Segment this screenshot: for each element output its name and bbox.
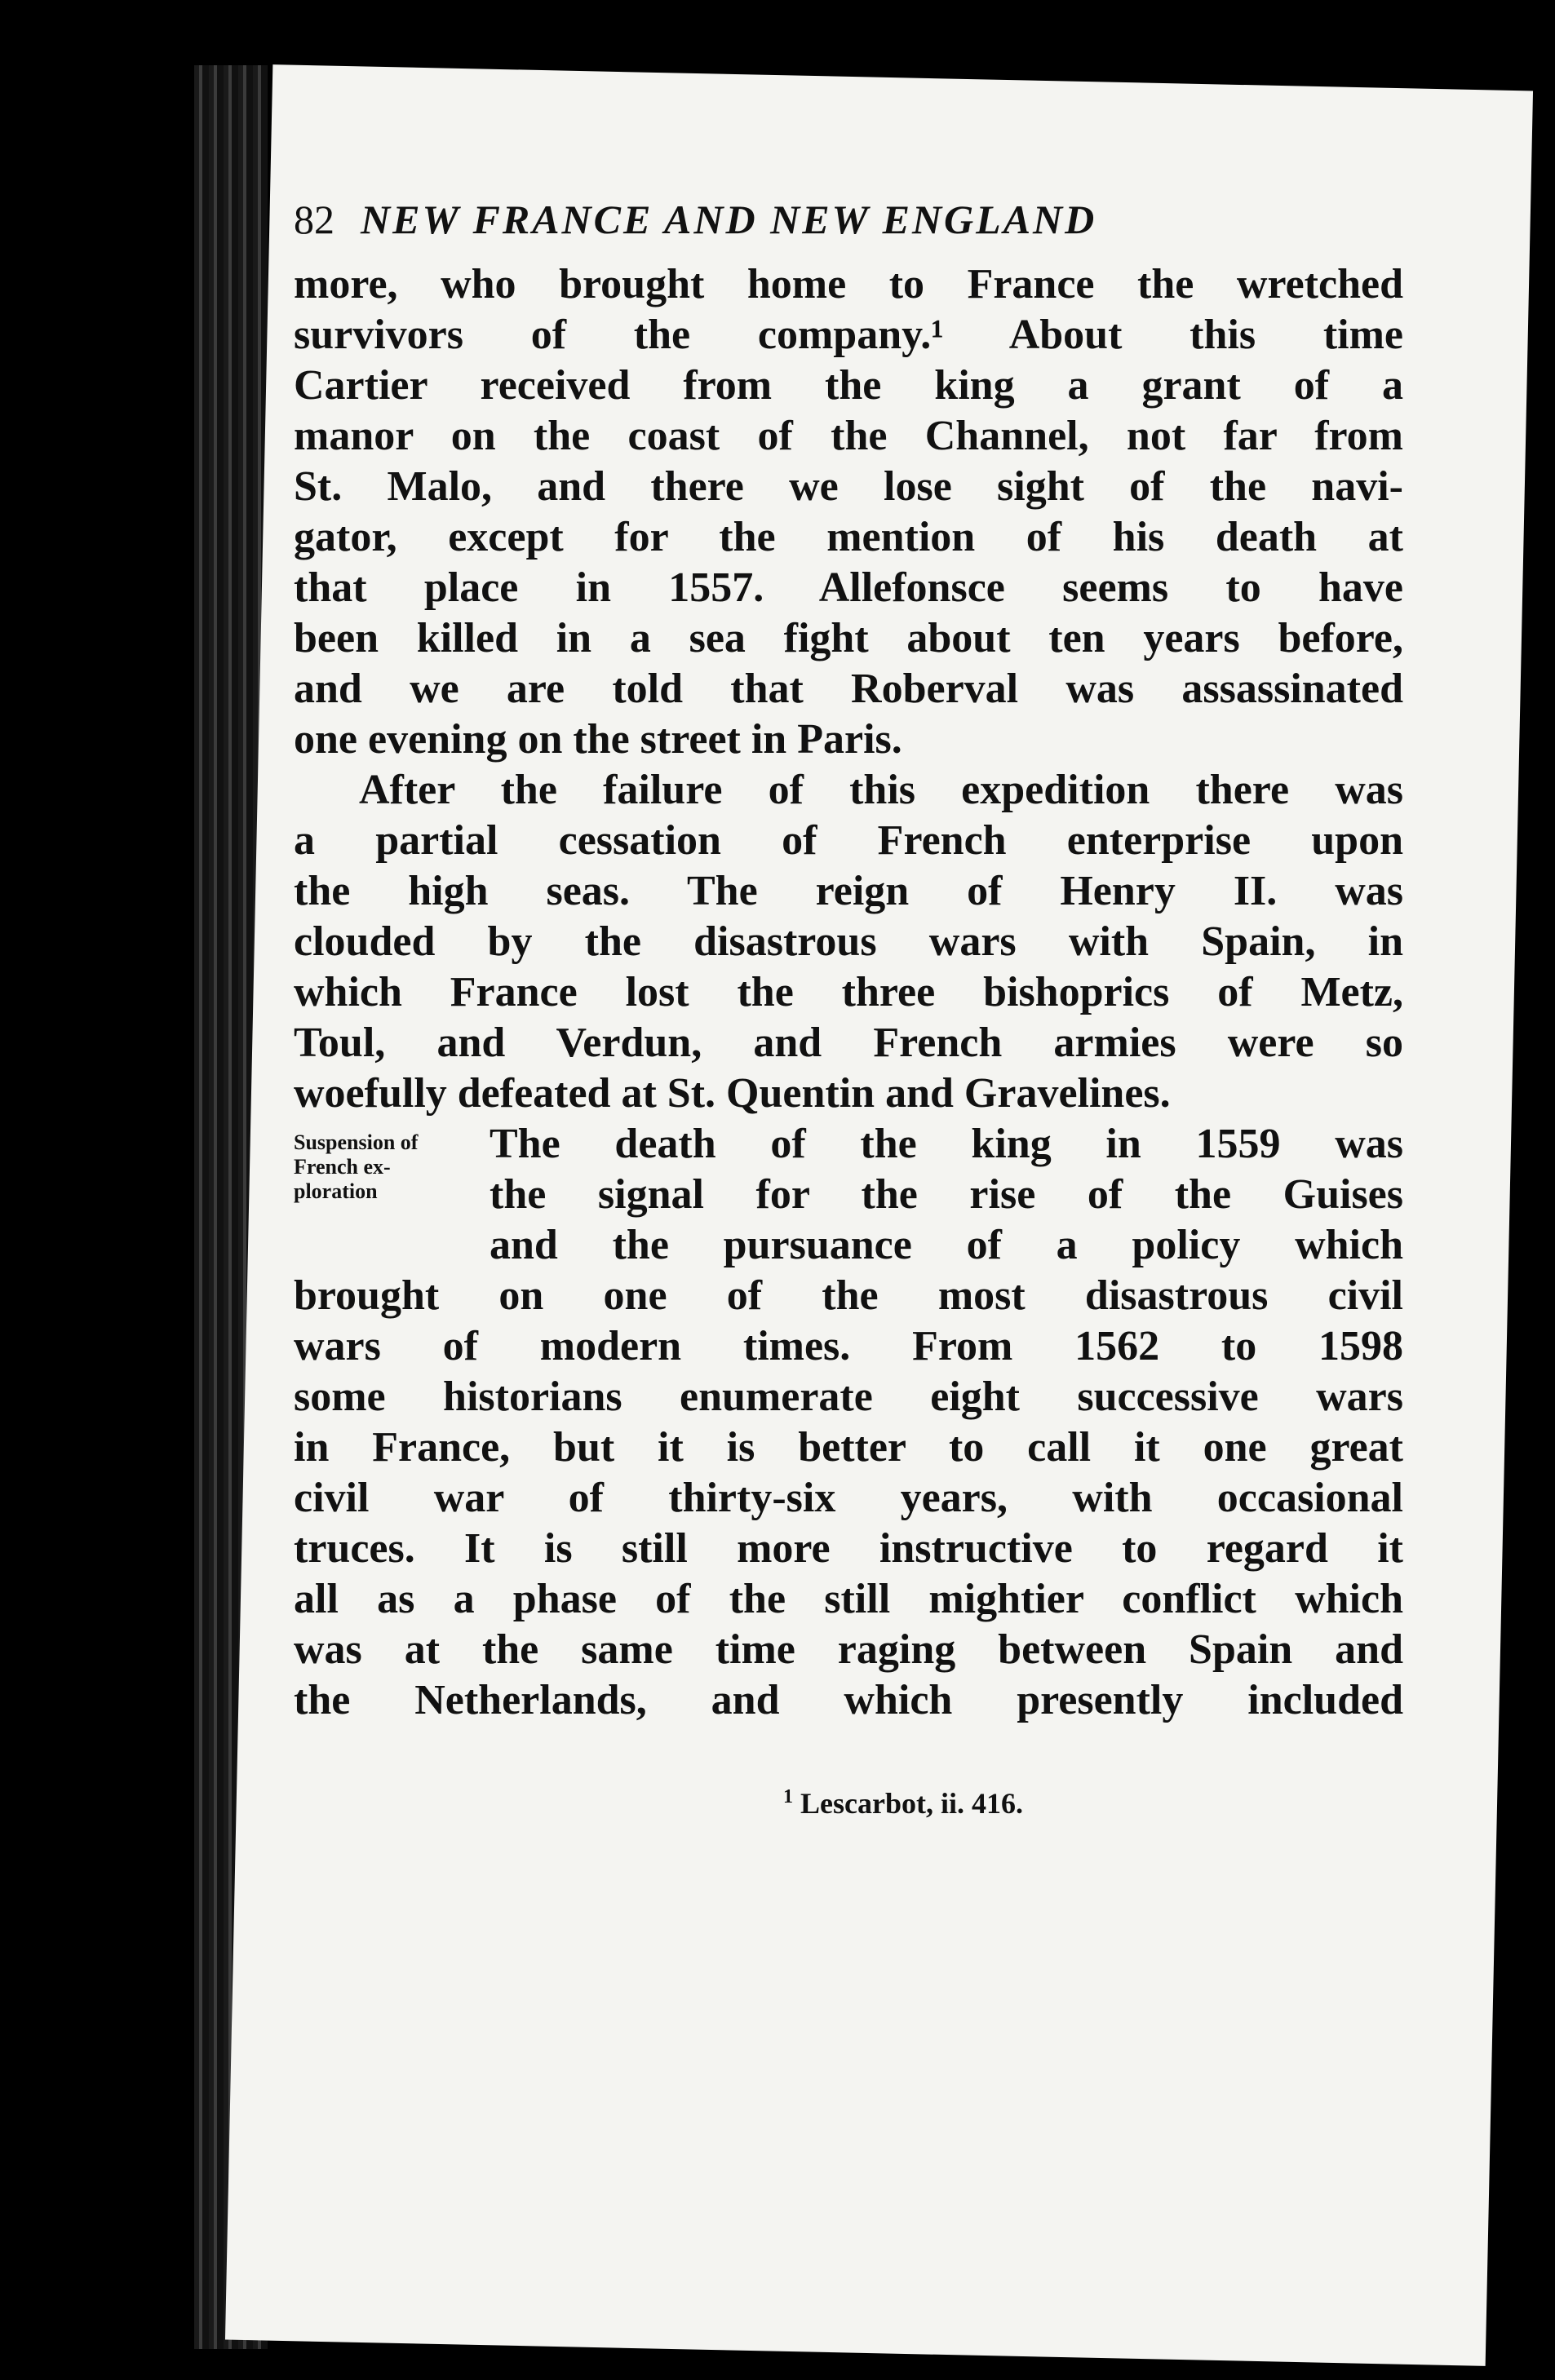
- text-line: some historians enumerate eight successive wars: [294, 1374, 1403, 1420]
- text-line: brought on one of the most disastrous civil: [294, 1272, 1403, 1319]
- sidenote: [294, 1130, 481, 1204]
- page-number: 82: [294, 197, 334, 242]
- text-line: one evening on the street in Paris.: [294, 716, 902, 763]
- text-line: that place in 1557. Allefonsce seems to have: [294, 564, 1403, 611]
- sidenote-block: [294, 1119, 1403, 1271]
- text-line: and we are told that Roberval was assassinated: [294, 666, 1403, 712]
- text-line: wars of modern times. From 1562 to 1598: [294, 1323, 1403, 1369]
- text-line: Cartier received from the king a grant of a: [294, 362, 1403, 409]
- text-line: manor on the coast of the Channel, not far from: [294, 413, 1403, 459]
- sidenote-line: French ex-: [294, 1155, 391, 1179]
- text-line: a partial cessation of French enterprise upon: [294, 817, 1403, 864]
- text-line: woefully defeated at St. Quentin and Gravelines.: [294, 1070, 1171, 1117]
- text-line: clouded by the disastrous wars with Spain, in: [294, 918, 1403, 965]
- page-header: [294, 196, 1371, 261]
- text-line: civil war of thirty-six years, with occasional: [294, 1475, 1403, 1521]
- sidenote-line: Suspension of: [294, 1130, 419, 1154]
- sidenote-line: ploration: [294, 1179, 378, 1203]
- text-line: and the pursuance of a policy which: [490, 1222, 1403, 1268]
- text-line: been killed in a sea fight about ten years before,: [294, 615, 1403, 661]
- text-line: the high seas. The reign of Henry II. was: [294, 868, 1403, 914]
- text-line: which France lost the three bishoprics of Metz,: [294, 969, 1403, 1015]
- footnote-marker: 1: [783, 1786, 793, 1807]
- text-line: was at the same time raging between Spain and: [294, 1626, 1403, 1673]
- text-line: all as a phase of the still mightier conflict which: [294, 1576, 1403, 1622]
- text-line: St. Malo, and there we lose sight of the navi-: [294, 463, 1403, 510]
- text-line: in France, but it is better to call it one great: [294, 1424, 1403, 1471]
- body-text: [294, 259, 1403, 1726]
- text-line: The death of the king in 1559 was: [490, 1121, 1403, 1167]
- footnote: [783, 1786, 1023, 1820]
- text-line: the signal for the rise of the Guises: [490, 1171, 1403, 1218]
- text-line: the Netherlands, and which presently included: [294, 1677, 1403, 1723]
- footnote-text: Lescarbot, ii. 416.: [800, 1787, 1023, 1820]
- text-line: After the failure of this expedition there was: [359, 767, 1403, 813]
- text-line: truces. It is still more instructive to regard it: [294, 1525, 1403, 1572]
- running-head: NEW FRANCE AND NEW ENGLAND: [361, 197, 1097, 242]
- text-line: gator, except for the mention of his death at: [294, 514, 1403, 560]
- text-line: more, who brought home to France the wretched: [294, 261, 1403, 307]
- text-line: Toul, and Verdun, and French armies were so: [294, 1020, 1403, 1066]
- text-line: survivors of the company.¹ About this time: [294, 312, 1403, 358]
